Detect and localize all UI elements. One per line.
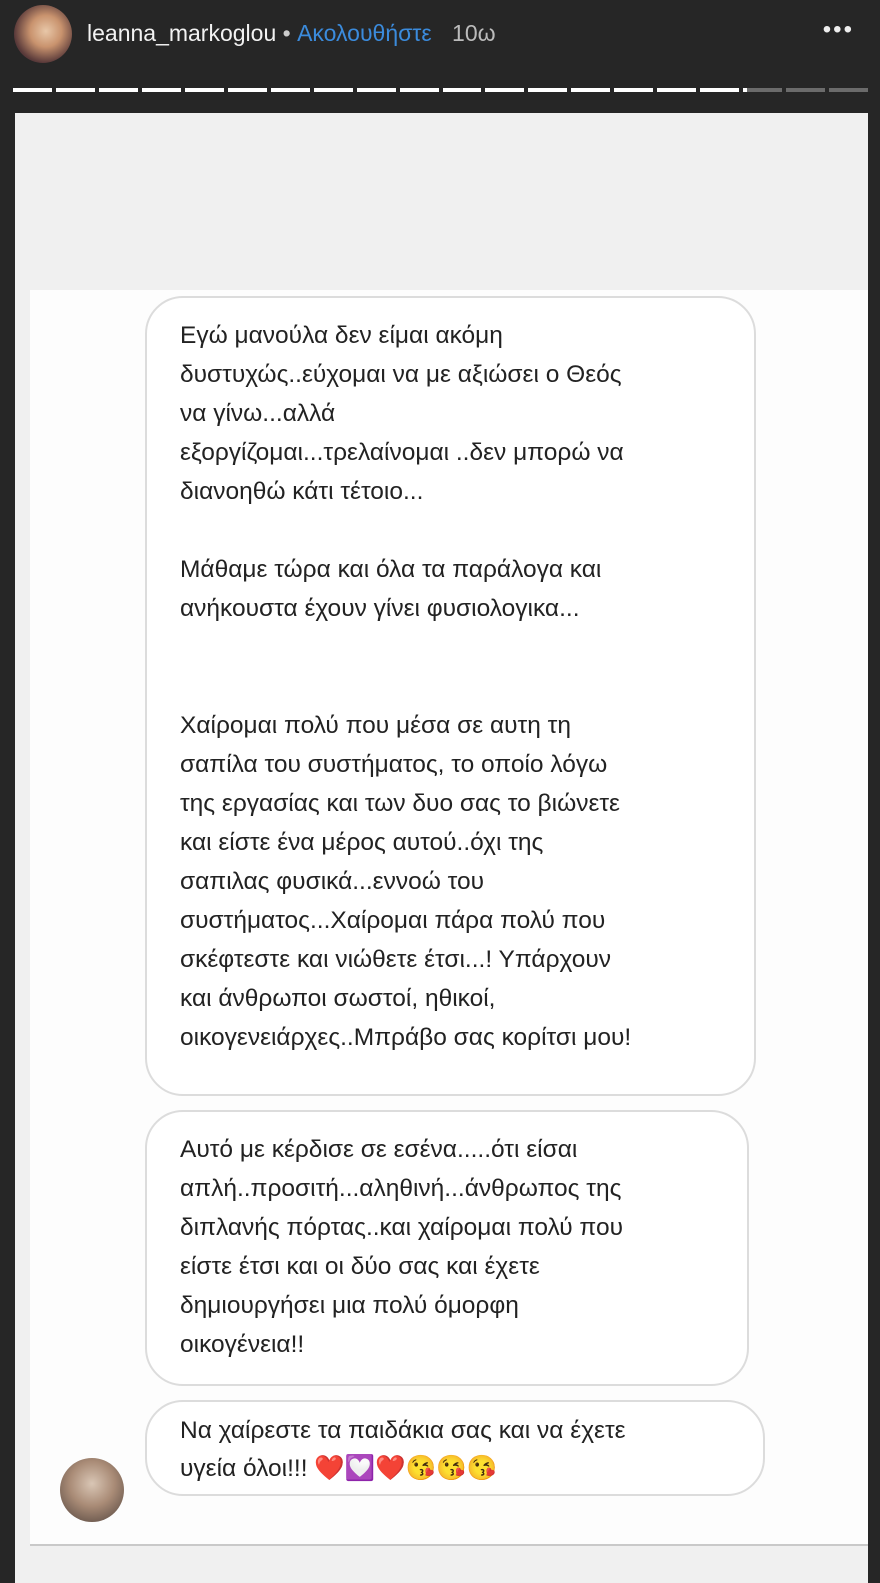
progress-segment [443, 88, 482, 92]
progress-segment [786, 88, 825, 92]
progress-fill [13, 88, 52, 92]
message-bubble: Αυτό με κέρδισε σε εσένα.....ότι είσαι απλή..προσιτή...αληθινή...άνθρωπος της διπλανής πόρτας..και χαίρομαι πολύ που είστε έτσι και οι δύο σας και έχετε δημιουργήσει μια πολύ όμορφη οικογένεια!! [145, 1110, 749, 1386]
progress-segment [142, 88, 181, 92]
progress-segment [99, 88, 138, 92]
progress-segment [13, 88, 52, 92]
progress-segment [357, 88, 396, 92]
progress-fill [228, 88, 267, 92]
more-horizontal-icon[interactable]: ••• [822, 16, 854, 43]
progress-segment [571, 88, 610, 92]
separator: • [282, 20, 291, 46]
progress-fill [614, 88, 653, 92]
avatar[interactable] [14, 5, 72, 63]
progress-segment [56, 88, 95, 92]
progress-segment [700, 88, 739, 92]
progress-segment [614, 88, 653, 92]
message-bubble: Να χαίρεστε τα παιδάκια σας και να έχετε υγεία όλοι!!! ❤️💟❤️😘😘😘 [145, 1400, 765, 1496]
progress-fill [485, 88, 524, 92]
progress-segment [528, 88, 567, 92]
progress-segment [829, 88, 868, 92]
username[interactable]: leanna_markoglou [87, 20, 277, 46]
progress-fill [142, 88, 181, 92]
story-progress-bar [13, 88, 868, 92]
story-header [0, 0, 880, 70]
progress-segment [185, 88, 224, 92]
progress-fill [56, 88, 95, 92]
progress-fill [700, 88, 739, 92]
progress-fill [657, 88, 696, 92]
progress-fill [185, 88, 224, 92]
progress-fill [571, 88, 610, 92]
progress-fill [443, 88, 482, 92]
progress-segment [743, 88, 782, 92]
progress-fill [271, 88, 310, 92]
progress-segment [271, 88, 310, 92]
timestamp: 10ω [452, 20, 496, 46]
sender-avatar [60, 1458, 124, 1522]
progress-fill [357, 88, 396, 92]
progress-segment [400, 88, 439, 92]
progress-segment [485, 88, 524, 92]
follow-button[interactable]: Ακολουθήστε [297, 20, 432, 46]
progress-segment [314, 88, 353, 92]
story-meta [87, 20, 496, 47]
progress-fill [743, 88, 747, 92]
message-bubble: Εγώ μανούλα δεν είμαι ακόμη δυστυχώς..εύχομαι να με αξιώσει ο Θεός να γίνω...αλλά εξοργίζομαι...τρελαίνομαι ..δεν μπορώ να διανοηθώ κάτι τέτοιο... Μάθαμε τώρα και όλα τα παράλογα και ανήκουστα έχουν γίνει φυσιολογικα... Χαίρομαι πολύ που μέσα σε αυτη τη σαπίλα του συστήματος, το οποίο λόγω της εργασίας και των δυο σας το βιώνετε και είστε ένα μέρος αυτού..όχι της σαπιλας φυσικά...εννοώ του συστήματος...Χαίρομαι πάρα πολύ που σκέφτεστε και νιώθετε έτσι...! Υπάρχουν και άνθρωποι σωστοί, ηθικοί, οικογενειάρχες..Μπράβο σας κορίτσι μου! [145, 296, 756, 1096]
progress-fill [528, 88, 567, 92]
progress-segment [657, 88, 696, 92]
progress-fill [99, 88, 138, 92]
progress-segment [228, 88, 267, 92]
progress-fill [400, 88, 439, 92]
progress-fill [314, 88, 353, 92]
